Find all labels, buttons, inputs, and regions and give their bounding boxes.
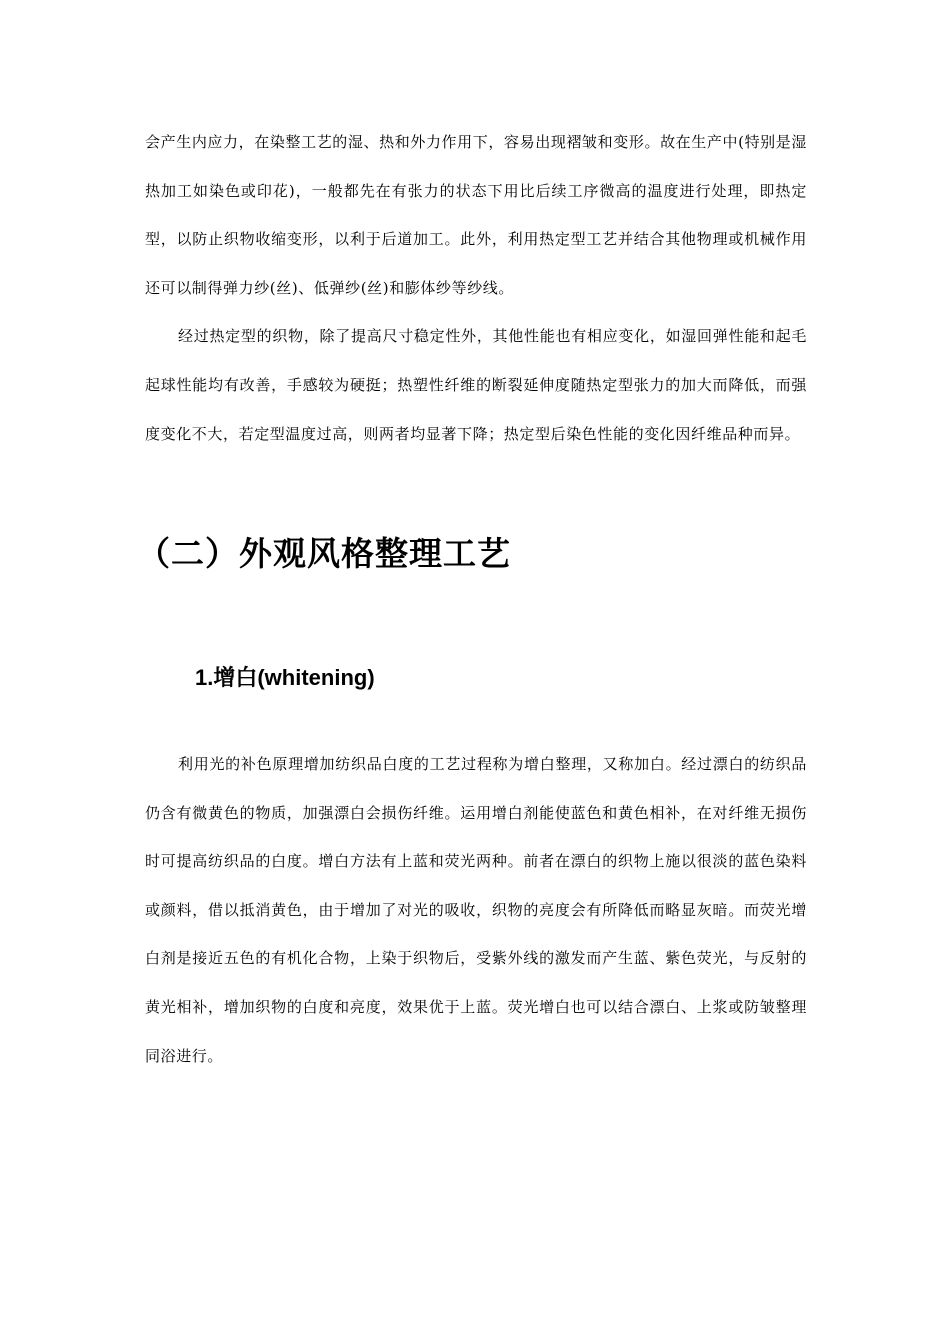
- paragraph-whitening: 利用光的补色原理增加纺织品白度的工艺过程称为增白整理，又称加白。经过漂白的纺织品仍含有微黄色的物质，加强漂白会损伤纤维。运用增白剂能使蓝色和黄色相补，在对纤维无损伤时可提高纺织品的白度。增白方法有上蓝和荧光两种。前者在漂白的织物上施以很淡的蓝色染料或颜料，借以抵消黄色，由于增加了对光的吸收，织物的亮度会有所降低而略显灰暗。而荧光增白剂是接近五色的有机化合物，上染于织物后，受紫外线的激发而产生蓝、紫色荧光，与反射的黄光相补，增加织物的白度和亮度，效果优于上蓝。荧光增白也可以结合漂白、上浆或防皱整理同浴进行。: [145, 755, 807, 1065]
- paragraph-block-top: [145, 118, 807, 458]
- paragraph-block-bottom: [145, 740, 807, 1080]
- paragraph-heat-setting-effects: 经过热定型的织物，除了提高尺寸稳定性外，其他性能也有相应变化，如湿回弹性能和起毛起球性能均有改善，手感较为硬挺；热塑性纤维的断裂延伸度随热定型张力的加大而降低，而强度变化不大，若定型温度过高，则两者均显著下降；热定型后染色性能的变化因纤维品种而异。: [145, 327, 807, 443]
- paragraph-heat-setting-continued: 会产生内应力，在染整工艺的湿、热和外力作用下，容易出现褶皱和变形。故在生产中(特别是湿热加工如染色或印花)，一般都先在有张力的状态下用比后续工序微高的温度进行处理，即热定型，以防止织物收缩变形，以利于后道加工。此外，利用热定型工艺并结合其他物理或机械作用还可以制得弹力纱(丝)、低弹纱(丝)和膨体纱等纱线。: [145, 133, 807, 297]
- section-heading: （二）外观风格整理工艺: [137, 534, 511, 573]
- sub-heading-whitening: 1.增白(whitening): [195, 665, 375, 690]
